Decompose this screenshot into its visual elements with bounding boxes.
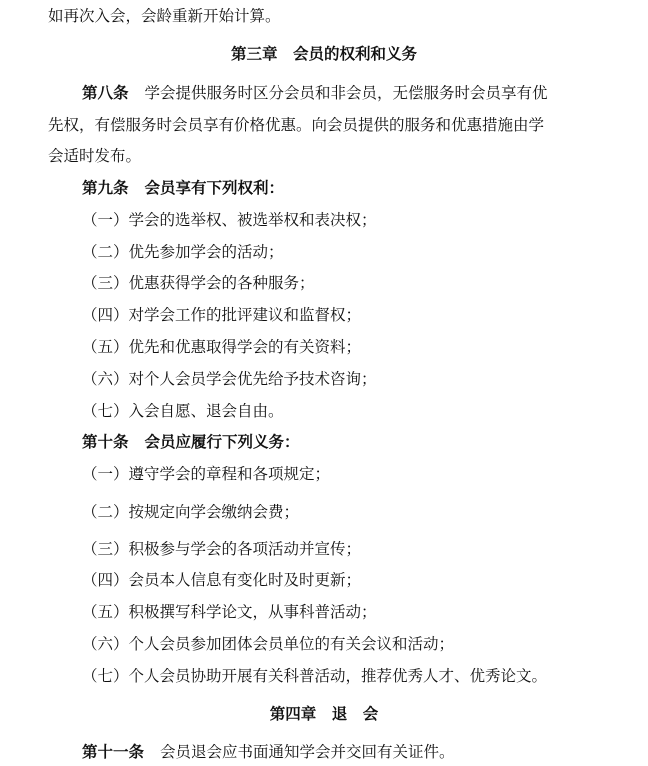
article-8-line-2: 先权，有偿服务时会员享有价格优惠。向会员提供的服务和优惠措施由学 (48, 116, 545, 134)
duty-item-3: （三）积极参与学会的各项活动并宣传； (82, 540, 362, 558)
body-line: 如再次入会，会龄重新开始计算。 (48, 7, 281, 25)
article-8-text: 学会提供服务时区分会员和非会员，无偿服务时会员享有优 (144, 84, 548, 102)
right-item-4: （四）对学会工作的批评建议和监督权； (82, 306, 362, 324)
article-11-number: 第十一条 (82, 742, 145, 761)
duty-item-7: （七）个人会员协助开展有关科普活动，推荐优秀人才、优秀论文。 (82, 667, 548, 685)
chapter-3-heading: 第三章 会员的权利和义务 (230, 44, 417, 63)
article-10-number: 第十条 (82, 432, 129, 451)
article-11-text: 会员退会应书面通知学会并交回有关证件。 (160, 743, 455, 761)
article-10-heading (82, 431, 648, 453)
article-9-heading (82, 177, 648, 199)
duty-item-4: （四）会员本人信息有变化时及时更新； (82, 571, 362, 589)
right-item-7: （七）入会自愿、退会自由。 (82, 402, 284, 420)
right-item-3: （三）优惠获得学会的各种服务； (82, 274, 315, 292)
article-11-line (82, 741, 648, 763)
article-9-title: 会员享有下列权利： (144, 178, 285, 197)
article-10-title: 会员应履行下列义务： (144, 432, 300, 451)
article-8-line-3: 会适时发布。 (48, 147, 142, 165)
right-item-6: （六）对个人会员学会优先给予技术咨询； (82, 370, 377, 388)
right-item-2: （二）优先参加学会的活动； (82, 243, 284, 261)
duty-item-6: （六）个人会员参加团体会员单位的有关会议和活动； (82, 635, 455, 653)
duty-item-5: （五）积极撰写科学论文，从事科普活动； (82, 603, 377, 621)
right-item-1: （一）学会的选举权、被选举权和表决权； (82, 211, 377, 229)
right-item-5: （五）优先和优惠取得学会的有关资料； (82, 338, 362, 356)
article-8-number: 第八条 (82, 83, 129, 102)
duty-item-1: （一）遵守学会的章程和各项规定； (82, 465, 331, 483)
chapter-4-heading: 第四章 退 会 (269, 704, 379, 723)
article-8-line-1 (82, 82, 648, 104)
duty-item-2: （二）按规定向学会缴纳会费； (82, 503, 300, 521)
article-9-number: 第九条 (82, 178, 129, 197)
